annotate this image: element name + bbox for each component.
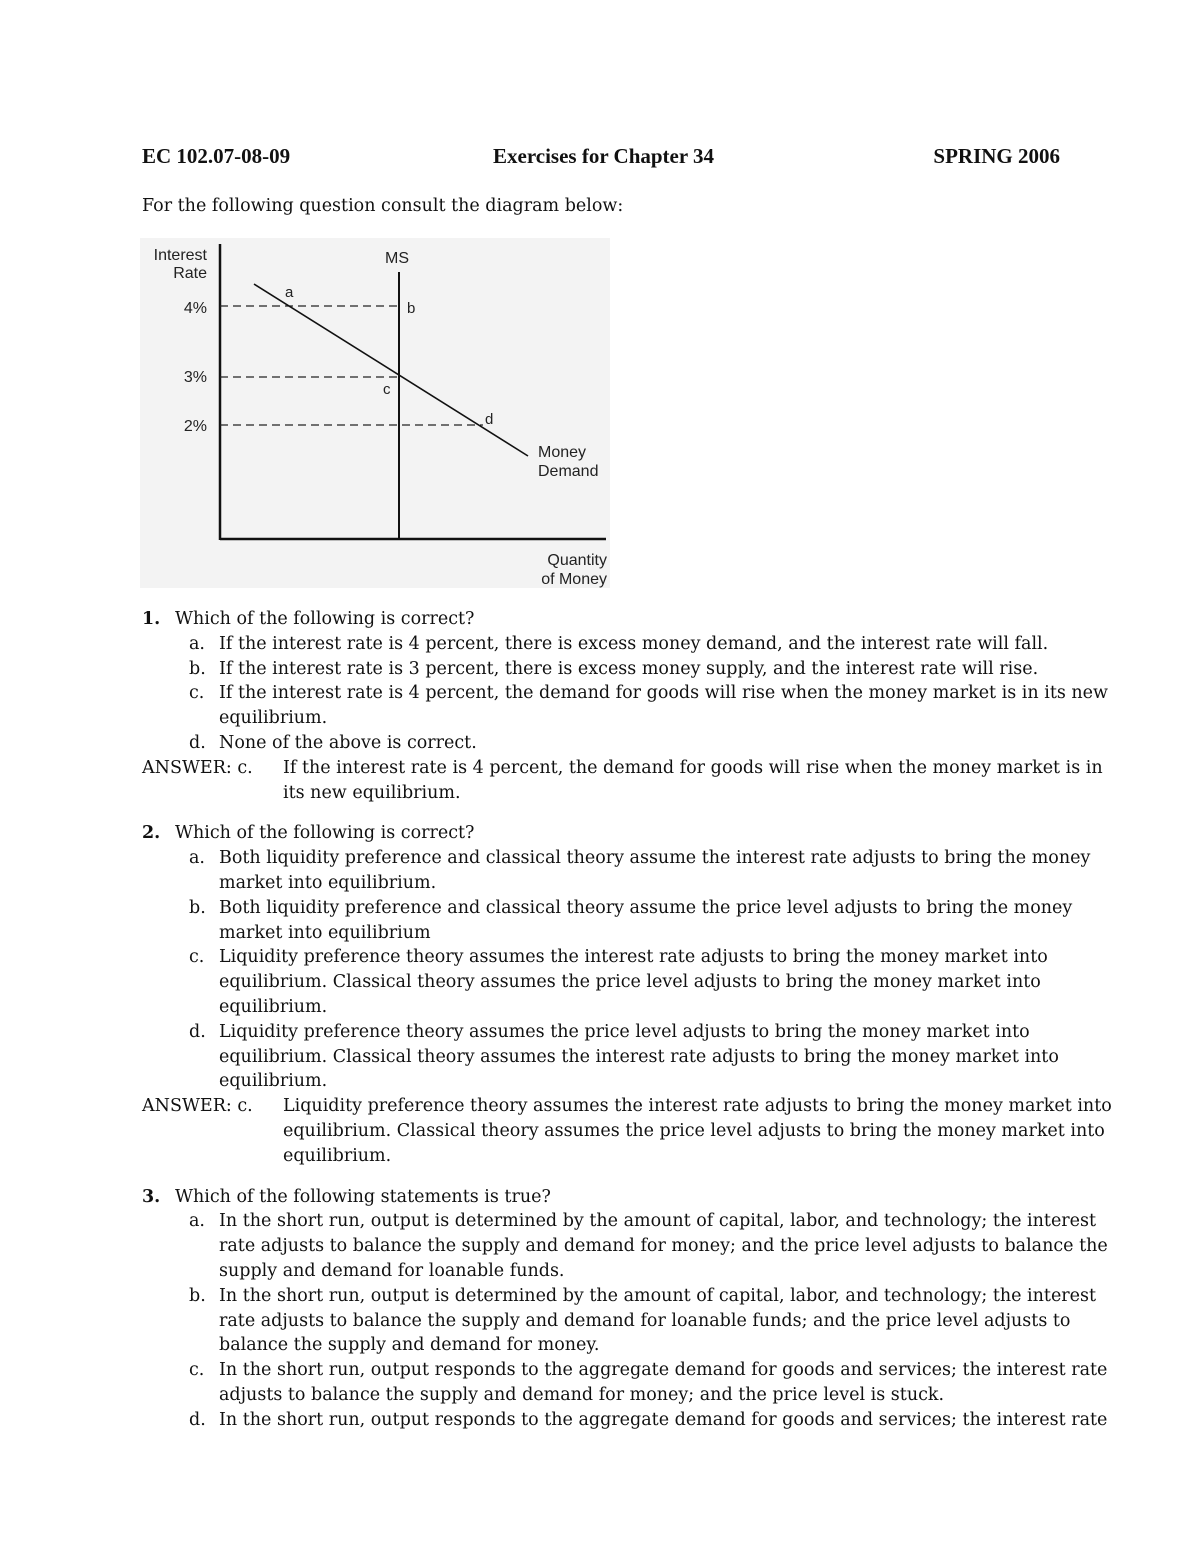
question-text: Which of the following is correct? xyxy=(175,823,475,844)
point-label-c: c xyxy=(383,381,391,398)
intro-text: For the following question consult the diagram below: xyxy=(142,196,624,216)
option-b xyxy=(142,1284,1122,1358)
option-d xyxy=(142,1020,1122,1094)
answer-text: If the interest rate is 4 percent, the demand for goods will rise when the money market is in its new equilibrium. xyxy=(283,757,1103,803)
option-text: In the short run, output responds to the aggregate demand for goods and services; the interest rate xyxy=(219,1409,1108,1430)
option-d xyxy=(142,731,1122,756)
x-axis-label-line1: Quantity xyxy=(547,552,607,569)
option-c xyxy=(142,1358,1122,1408)
option-text: Liquidity preference theory assumes the interest rate adjusts to bring the money market into equilibrium. Classical theory assumes the price level adjusts to bring the money market into equilibrium. xyxy=(219,947,1048,1017)
option-text: In the short run, output responds to the aggregate demand for goods and services; the interest rate adjusts to balance the supply and demand for money; and the price level is stuck. xyxy=(219,1360,1108,1405)
diagram-background xyxy=(140,238,610,588)
option-letter: d. xyxy=(189,1409,206,1430)
option-text: None of the above is correct. xyxy=(219,732,477,753)
option-text: In the short run, output is determined by the amount of capital, labor, and technology; the interest rate adjusts to balance the supply and demand for loanable funds; and the price level adjusts to balance the supply and demand for money. xyxy=(219,1285,1097,1356)
money-market-diagram xyxy=(140,238,620,590)
question-list xyxy=(142,607,1122,1433)
option-text: Both liquidity preference and classical theory assume the price level adjusts to bring the money market into equilibrium xyxy=(219,897,1073,943)
option-letter: b. xyxy=(189,1285,206,1306)
option-text: If the interest rate is 3 percent, there is excess money supply, and the interest rate will rise. xyxy=(219,658,1039,679)
option-d xyxy=(142,1408,1122,1433)
answer xyxy=(142,756,1122,806)
option-letter: d. xyxy=(189,732,206,753)
option-a xyxy=(142,1209,1122,1283)
option-letter: c. xyxy=(189,1360,205,1381)
option-a xyxy=(142,632,1122,657)
answer-text: Liquidity preference theory assumes the interest rate adjusts to bring the money market into equilibrium. Classical theory assumes the price level adjusts to bring the money market into equilibrium. xyxy=(283,1096,1112,1166)
tick-label: 3% xyxy=(183,369,207,386)
y-axis-label-line1: Interest xyxy=(153,247,207,264)
option-text: In the short run, output is determined by the amount of capital, labor, and technology; the interest rate adjusts to balance the supply and demand for money; and the price level adjusts to balance the supply and demand for loanable funds. xyxy=(219,1211,1108,1281)
question-stem xyxy=(142,821,1122,846)
option-letter: b. xyxy=(189,658,206,679)
y-axis-label-line2: Rate xyxy=(173,265,207,282)
answer xyxy=(142,1094,1122,1168)
option-letter: a. xyxy=(189,848,205,869)
option-b xyxy=(142,657,1122,682)
question-stem xyxy=(142,607,1122,632)
point-label-a: a xyxy=(285,284,294,301)
demand-label-line1: Money xyxy=(538,444,587,461)
question-number: 2. xyxy=(142,823,161,844)
demand-label-line2: Demand xyxy=(538,463,599,480)
option-text: Liquidity preference theory assumes the price level adjusts to bring the money market into equilibrium. Classical theory assumes the interest rate adjusts to bring the money market into equilibrium. xyxy=(219,1021,1059,1092)
option-b xyxy=(142,896,1122,946)
option-letter: a. xyxy=(189,1211,205,1232)
term: SPRING 2006 xyxy=(933,144,1060,168)
point-label-b: b xyxy=(407,300,416,317)
question-stem xyxy=(142,1185,1122,1210)
tick-label: 2% xyxy=(183,418,207,435)
option-text: Both liquidity preference and classical theory assume the interest rate adjusts to bring the money market into equilibrium. xyxy=(219,848,1091,893)
ms-label: MS xyxy=(385,250,409,267)
option-c xyxy=(142,945,1122,1019)
question-2 xyxy=(142,821,1122,1168)
answer-label: ANSWER: c. xyxy=(142,757,253,778)
option-letter: c. xyxy=(189,683,205,704)
question-text: Which of the following is correct? xyxy=(175,609,475,629)
question-text: Which of the following statements is true? xyxy=(175,1186,551,1207)
document-title: Exercises for Chapter 34 xyxy=(493,144,715,168)
tick-label: 4% xyxy=(183,300,207,317)
course-code: EC 102.07-08-09 xyxy=(142,144,291,168)
question-1 xyxy=(142,607,1122,805)
option-text: If the interest rate is 4 percent, the demand for goods will rise when the money market is in its new equilibrium. xyxy=(219,683,1108,729)
option-letter: d. xyxy=(189,1021,206,1042)
x-axis-label-line2: of Money xyxy=(541,571,607,588)
page-header xyxy=(142,144,1060,172)
answer-label: ANSWER: c. xyxy=(142,1096,253,1117)
point-label-d: d xyxy=(485,411,494,428)
option-letter: b. xyxy=(189,897,206,918)
option-letter: a. xyxy=(189,633,205,654)
question-3 xyxy=(142,1185,1122,1433)
option-a xyxy=(142,846,1122,896)
question-number: 1. xyxy=(142,609,161,629)
question-number: 3. xyxy=(142,1186,161,1207)
option-letter: c. xyxy=(189,947,205,968)
option-text: If the interest rate is 4 percent, there is excess money demand, and the interest rate will fall. xyxy=(219,633,1049,654)
option-c xyxy=(142,681,1122,731)
